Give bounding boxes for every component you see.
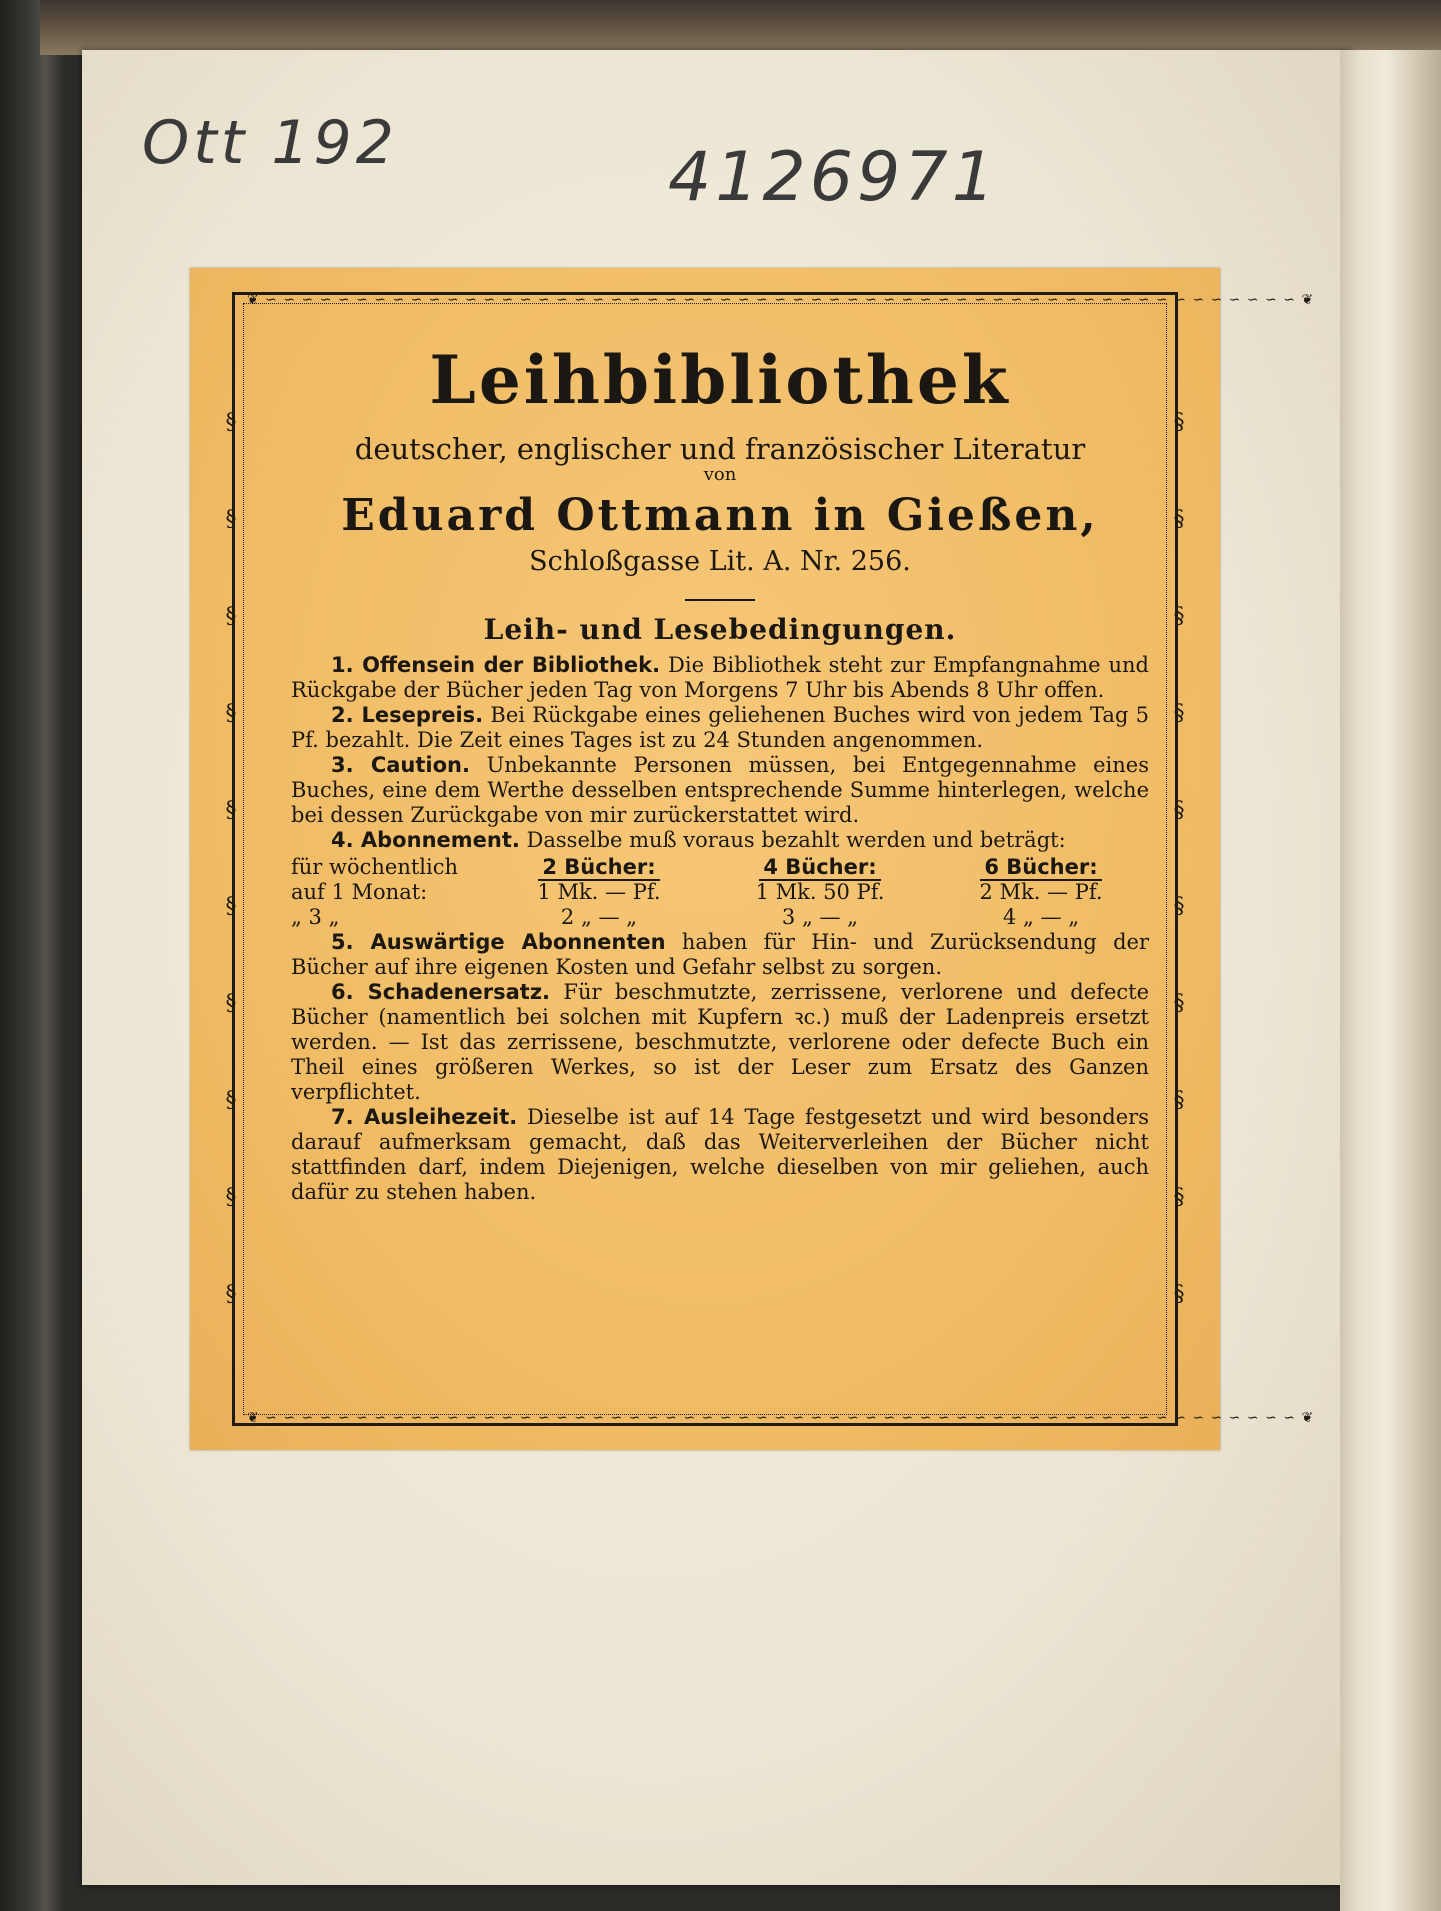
rule-label: 5. Auswärtige Abonnenten bbox=[331, 930, 666, 954]
rates-header: 6 Bücher: bbox=[980, 855, 1101, 881]
book-gutter bbox=[1340, 50, 1441, 1911]
rule-text: Für beschmutzte, zerrissene, verlorene und defecte Bücher (namentlich bei solchen mit Kupfern ꝛc.) muß der Ladenpreis ersetzt werden. — Ist das zerrissene, beschmutzte, verlorene oder defecte Buch ein Theil eines größeren Werkes, so ist der Leser zum Ersatz des Ganzen verpflichtet. bbox=[291, 980, 1149, 1104]
rule-item bbox=[291, 930, 1149, 980]
rule-text: Die Bibliothek steht zur Empfangnahme und Rückgabe der Bücher jeden Tag von Morgens 7 Uhr bis Abends 8 Uhr offen. bbox=[291, 653, 1149, 702]
rule-item bbox=[291, 828, 1149, 853]
label-owner: Eduard Ottmann in Gießen, bbox=[341, 490, 1099, 541]
rates-header: 4 Bücher: bbox=[759, 855, 880, 881]
rule-label: 7. Ausleihezeit. bbox=[331, 1105, 518, 1129]
divider bbox=[685, 599, 755, 601]
rates-cell-label: „ 3 „ bbox=[291, 905, 340, 929]
ornament-border-top: ❦ ∽ ∽ ∽ ∽ ∽ ∽ ∽ ∽ ∽ ∽ ∽ ∽ ∽ ∽ ∽ ∽ ∽ ∽ ∽ ∽ ∽ ∽ ∽ ∽ ∽ ∽ ∽ ∽ ∽ ∽ ∽ ∽ ∽ ∽ ∽ ∽ ∽ ∽ ∽ ∽ ∽ ∽ ∽ ∽ ∽ ∽ ∽ ∽ ∽ ∽ ∽ ∽ ∽ ∽ ∽ ∽ ∽ ❦ bbox=[247, 292, 1315, 308]
rates-row bbox=[291, 880, 1149, 905]
ornament-border-right: § § § § § § § § § § bbox=[1173, 410, 1185, 1307]
label-address: Schloßgasse Lit. A. Nr. 256. bbox=[529, 546, 911, 577]
rates-row-label: für wöchentlich bbox=[291, 855, 459, 879]
ornament-border-bottom: ❦ ∽ ∽ ∽ ∽ ∽ ∽ ∽ ∽ ∽ ∽ ∽ ∽ ∽ ∽ ∽ ∽ ∽ ∽ ∽ ∽ ∽ ∽ ∽ ∽ ∽ ∽ ∽ ∽ ∽ ∽ ∽ ∽ ∽ ∽ ∽ ∽ ∽ ∽ ∽ ∽ ∽ ∽ ∽ ∽ ∽ ∽ ∽ ∽ ∽ ∽ ∽ ∽ ∽ ∽ ∽ ∽ ∽ ❦ bbox=[247, 1410, 1315, 1426]
rule-text: Bei Rückgabe eines geliehenen Buches wird von jedem Tag 5 Pf. bezahlt. Die Zeit eines Tages ist zu 24 Stunden angenommen. bbox=[291, 703, 1149, 752]
conditions-heading: Leih- und Lesebedingungen. bbox=[483, 613, 957, 646]
subscription-rates-table bbox=[291, 855, 1149, 930]
rates-cell: 2 „ — „ bbox=[560, 905, 638, 929]
rule-text: haben für Hin- und Zurücksendung der Bücher auf ihre eigenen Kosten und Gefahr selbst zu sorgen. bbox=[291, 930, 1149, 979]
rule-text: Unbekannte Personen müssen, bei Entgegennahme eines Buches, eine dem Werthe desselben entsprechende Summe hinterlegen, welche bei dessen Zurückgabe von mir zurückerstattet wird. bbox=[291, 753, 1150, 827]
rates-cell: 2 Mk. — Pf. bbox=[979, 880, 1103, 904]
rule-label: 2. Lesepreis. bbox=[331, 703, 484, 727]
rates-header-row bbox=[291, 855, 1149, 880]
rates-row bbox=[291, 905, 1149, 930]
rule-label: 6. Schadenersatz. bbox=[331, 980, 551, 1004]
rates-cell: 1 Mk. 50 Pf. bbox=[755, 880, 885, 904]
rule-label: 1. Offensein der Bibliothek. bbox=[331, 653, 661, 677]
label-content bbox=[291, 335, 1149, 1205]
cover-board-top bbox=[40, 0, 1441, 55]
rates-cell: 1 Mk. — Pf. bbox=[537, 880, 661, 904]
rates-cell-label: auf 1 Monat: bbox=[291, 880, 428, 904]
rule-item bbox=[291, 653, 1149, 703]
label-frame bbox=[225, 292, 1315, 1426]
ornament-border-left: § § § § § § § § § § bbox=[225, 410, 237, 1307]
rule-item bbox=[291, 1105, 1149, 1205]
rule-text: Dieselbe ist auf 14 Tage festgesetzt und wird besonders darauf aufmerksam gemacht, daß das Weiterverleihen der Bücher nicht stattfinden darf, indem Diejenigen, welche dieselben von mir geliehen, auch dafür zu stehen haben. bbox=[291, 1105, 1149, 1204]
rates-cell: 3 „ — „ bbox=[781, 905, 859, 929]
rule-item bbox=[291, 703, 1149, 753]
library-label bbox=[190, 268, 1315, 1450]
rule-text: Dasselbe muß voraus bezahlt werden und beträgt: bbox=[526, 828, 1066, 852]
rule-item bbox=[291, 980, 1149, 1105]
rule-label: 3. Caution. bbox=[331, 753, 470, 777]
handwritten-number: 4126971 bbox=[668, 138, 999, 217]
rates-cell: 4 „ — „ bbox=[1002, 905, 1080, 929]
label-subtitle: deutscher, englischer und französischer Literatur bbox=[354, 432, 1086, 466]
rule-item bbox=[291, 753, 1149, 828]
label-von: von bbox=[703, 464, 737, 485]
handwritten-shelf-mark: Ott 192 bbox=[142, 108, 398, 178]
label-title: Leihbibliothek bbox=[429, 341, 1011, 419]
rates-header: 2 Bücher: bbox=[538, 855, 659, 881]
rule-label: 4. Abonnement. bbox=[331, 828, 520, 852]
